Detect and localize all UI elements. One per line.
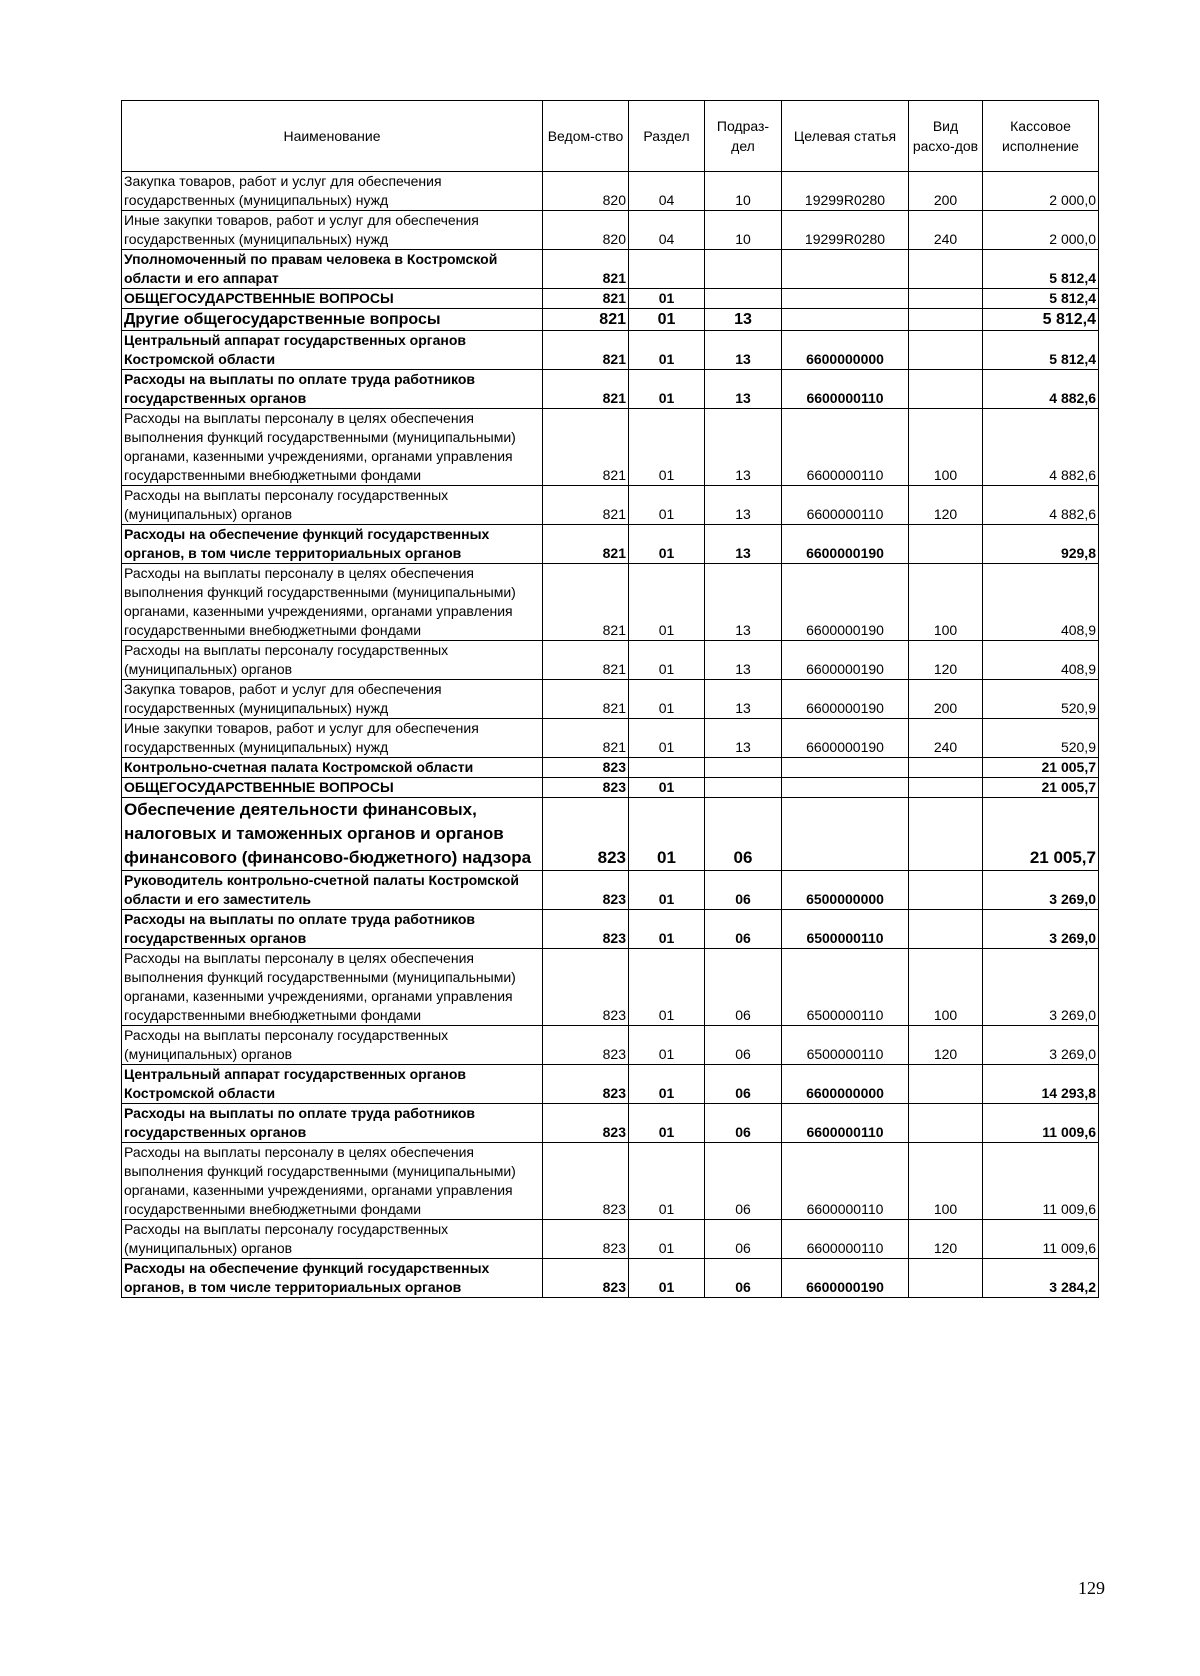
cell-amount: 21 005,7 (983, 758, 1099, 778)
cell-name: Центральный аппарат государственных органов Костромской области (122, 331, 543, 370)
cell-subsection: 06 (705, 1026, 782, 1065)
cell-kind: 240 (909, 211, 983, 250)
cell-amount: 21 005,7 (983, 798, 1099, 871)
header-name: Наименование (122, 101, 543, 172)
cell-amount: 520,9 (983, 680, 1099, 719)
header-section: Раздел (629, 101, 705, 172)
cell-dept: 820 (543, 172, 629, 211)
cell-section: 01 (629, 641, 705, 680)
cell-kind: 200 (909, 172, 983, 211)
cell-target: 6600000190 (782, 719, 909, 758)
cell-kind (909, 370, 983, 409)
cell-section: 01 (629, 1104, 705, 1143)
cell-kind (909, 289, 983, 309)
cell-target: 6600000190 (782, 641, 909, 680)
cell-name: Расходы на выплаты по оплате труда работников государственных органов (122, 910, 543, 949)
table-row (122, 1104, 1099, 1143)
cell-target: 6600000110 (782, 370, 909, 409)
cell-name: Контрольно-счетная палата Костромской области (122, 758, 543, 778)
cell-section: 01 (629, 564, 705, 641)
table-row (122, 798, 1099, 871)
cell-amount: 3 269,0 (983, 949, 1099, 1026)
cell-amount: 5 812,4 (983, 309, 1099, 331)
cell-target: 6600000190 (782, 525, 909, 564)
cell-subsection (705, 778, 782, 798)
cell-section: 01 (629, 798, 705, 871)
cell-name: Расходы на выплаты персоналу государственных (муниципальных) органов (122, 1026, 543, 1065)
cell-amount: 11 009,6 (983, 1143, 1099, 1220)
cell-amount: 4 882,6 (983, 370, 1099, 409)
cell-name: ОБЩЕГОСУДАРСТВЕННЫЕ ВОПРОСЫ (122, 289, 543, 309)
cell-section: 01 (629, 719, 705, 758)
cell-target: 6600000110 (782, 1104, 909, 1143)
cell-amount: 520,9 (983, 719, 1099, 758)
cell-target (782, 778, 909, 798)
cell-amount: 408,9 (983, 641, 1099, 680)
cell-amount: 5 812,4 (983, 289, 1099, 309)
cell-dept: 821 (543, 525, 629, 564)
table-row (122, 370, 1099, 409)
cell-kind (909, 1065, 983, 1104)
cell-dept: 823 (543, 1026, 629, 1065)
cell-amount: 3 269,0 (983, 871, 1099, 910)
cell-kind: 100 (909, 409, 983, 486)
cell-name: Расходы на выплаты по оплате труда работников государственных органов (122, 1104, 543, 1143)
cell-section: 01 (629, 331, 705, 370)
cell-subsection: 06 (705, 949, 782, 1026)
cell-dept: 823 (543, 798, 629, 871)
cell-name: Расходы на выплаты персоналу в целях обеспечения выполнения функций государственными (муниципальными) органами, казенными учреждениями, органами управления государственными внебюджетными фондами (122, 1143, 543, 1220)
cell-section: 01 (629, 949, 705, 1026)
cell-kind (909, 309, 983, 331)
cell-subsection (705, 758, 782, 778)
cell-section: 01 (629, 1220, 705, 1259)
table-row (122, 1143, 1099, 1220)
cell-target: 6600000110 (782, 1220, 909, 1259)
cell-kind: 100 (909, 949, 983, 1026)
table-row (122, 910, 1099, 949)
cell-dept: 821 (543, 309, 629, 331)
cell-name: Закупка товаров, работ и услуг для обеспечения государственных (муниципальных) нужд (122, 680, 543, 719)
table-row (122, 1220, 1099, 1259)
cell-kind: 100 (909, 564, 983, 641)
cell-subsection: 06 (705, 798, 782, 871)
cell-kind (909, 871, 983, 910)
cell-kind (909, 525, 983, 564)
cell-target: 6500000110 (782, 949, 909, 1026)
cell-dept: 821 (543, 250, 629, 289)
cell-section (629, 758, 705, 778)
table-row (122, 871, 1099, 910)
cell-name: Иные закупки товаров, работ и услуг для обеспечения государственных (муниципальных) нужд (122, 211, 543, 250)
cell-kind: 200 (909, 680, 983, 719)
cell-kind (909, 1259, 983, 1298)
cell-amount: 2 000,0 (983, 211, 1099, 250)
table-row (122, 409, 1099, 486)
cell-name: Расходы на выплаты персоналу в целях обеспечения выполнения функций государственными (муниципальными) органами, казенными учреждениями, органами управления государственными внебюджетными фондами (122, 949, 543, 1026)
cell-kind (909, 250, 983, 289)
cell-name: Расходы на выплаты персоналу государственных (муниципальных) органов (122, 486, 543, 525)
cell-amount: 14 293,8 (983, 1065, 1099, 1104)
table-row (122, 949, 1099, 1026)
cell-subsection: 06 (705, 871, 782, 910)
cell-target: 6600000000 (782, 1065, 909, 1104)
cell-amount: 408,9 (983, 564, 1099, 641)
cell-dept: 821 (543, 409, 629, 486)
cell-section: 01 (629, 289, 705, 309)
table-row (122, 331, 1099, 370)
cell-kind: 120 (909, 641, 983, 680)
cell-section: 01 (629, 309, 705, 331)
page-number: 129 (1078, 1578, 1105, 1598)
cell-target (782, 289, 909, 309)
cell-name: Обеспечение деятельности финансовых, налоговых и таможенных органов и органов финансового (финансово-бюджетного) надзора (122, 798, 543, 871)
table-row (122, 1065, 1099, 1104)
cell-dept: 823 (543, 758, 629, 778)
cell-subsection: 10 (705, 211, 782, 250)
cell-target: 6600000110 (782, 486, 909, 525)
cell-name: Иные закупки товаров, работ и услуг для обеспечения государственных (муниципальных) нужд (122, 719, 543, 758)
cell-dept: 821 (543, 370, 629, 409)
cell-subsection: 13 (705, 370, 782, 409)
table-row (122, 680, 1099, 719)
cell-subsection: 13 (705, 680, 782, 719)
cell-section: 04 (629, 211, 705, 250)
cell-subsection: 06 (705, 1065, 782, 1104)
table-row (122, 1259, 1099, 1298)
cell-kind (909, 758, 983, 778)
cell-section: 01 (629, 409, 705, 486)
cell-target: 6600000190 (782, 564, 909, 641)
table-row (122, 289, 1099, 309)
cell-dept: 823 (543, 949, 629, 1026)
cell-dept: 823 (543, 778, 629, 798)
cell-target: 6500000110 (782, 910, 909, 949)
cell-kind (909, 778, 983, 798)
header-subsection: Подраз-дел (705, 101, 782, 172)
cell-amount: 4 882,6 (983, 486, 1099, 525)
cell-target (782, 309, 909, 331)
cell-amount: 3 269,0 (983, 910, 1099, 949)
table-row (122, 172, 1099, 211)
cell-name: Уполномоченный по правам человека в Костромской области и его аппарат (122, 250, 543, 289)
cell-kind (909, 1104, 983, 1143)
table-row (122, 564, 1099, 641)
cell-kind: 100 (909, 1143, 983, 1220)
cell-name: ОБЩЕГОСУДАРСТВЕННЫЕ ВОПРОСЫ (122, 778, 543, 798)
cell-target: 6600000190 (782, 1259, 909, 1298)
table-body (122, 172, 1099, 1298)
cell-dept: 821 (543, 331, 629, 370)
cell-target: 6600000110 (782, 409, 909, 486)
cell-subsection (705, 250, 782, 289)
table-row (122, 719, 1099, 758)
cell-target (782, 798, 909, 871)
cell-amount: 929,8 (983, 525, 1099, 564)
cell-subsection: 06 (705, 910, 782, 949)
cell-dept: 823 (543, 871, 629, 910)
cell-amount: 4 882,6 (983, 409, 1099, 486)
header-target: Целевая статья (782, 101, 909, 172)
cell-kind: 240 (909, 719, 983, 758)
table-row (122, 211, 1099, 250)
cell-name: Расходы на выплаты персоналу государственных (муниципальных) органов (122, 641, 543, 680)
cell-kind (909, 910, 983, 949)
cell-name: Расходы на выплаты по оплате труда работников государственных органов (122, 370, 543, 409)
cell-section: 01 (629, 871, 705, 910)
cell-target (782, 758, 909, 778)
table-row (122, 641, 1099, 680)
cell-subsection: 13 (705, 409, 782, 486)
cell-name: Руководитель контрольно-счетной палаты Костромской области и его заместитель (122, 871, 543, 910)
cell-name: Центральный аппарат государственных органов Костромской области (122, 1065, 543, 1104)
cell-amount: 5 812,4 (983, 331, 1099, 370)
cell-target: 19299R0280 (782, 211, 909, 250)
cell-dept: 821 (543, 641, 629, 680)
cell-subsection: 13 (705, 309, 782, 331)
cell-amount: 3 284,2 (983, 1259, 1099, 1298)
cell-subsection: 06 (705, 1104, 782, 1143)
cell-dept: 823 (543, 910, 629, 949)
table-row (122, 525, 1099, 564)
cell-dept: 823 (543, 1259, 629, 1298)
table-row (122, 778, 1099, 798)
cell-name: Расходы на выплаты персоналу государственных (муниципальных) органов (122, 1220, 543, 1259)
cell-section (629, 250, 705, 289)
cell-kind: 120 (909, 486, 983, 525)
cell-section: 01 (629, 1143, 705, 1220)
table-row (122, 486, 1099, 525)
cell-amount: 21 005,7 (983, 778, 1099, 798)
cell-dept: 821 (543, 564, 629, 641)
cell-name: Закупка товаров, работ и услуг для обеспечения государственных (муниципальных) нужд (122, 172, 543, 211)
cell-name: Расходы на обеспечение функций государственных органов, в том числе территориальных органов (122, 1259, 543, 1298)
table-header-row (122, 101, 1099, 172)
cell-name: Расходы на выплаты персоналу в целях обеспечения выполнения функций государственными (муниципальными) органами, казенными учреждениями, органами управления государственными внебюджетными фондами (122, 564, 543, 641)
cell-kind (909, 331, 983, 370)
cell-target: 6500000110 (782, 1026, 909, 1065)
cell-dept: 821 (543, 719, 629, 758)
cell-target: 6600000000 (782, 331, 909, 370)
cell-name: Расходы на выплаты персоналу в целях обеспечения выполнения функций государственными (муниципальными) органами, казенными учреждениями, органами управления государственными внебюджетными фондами (122, 409, 543, 486)
header-dept: Ведом-ство (543, 101, 629, 172)
budget-execution-table (121, 100, 1099, 1298)
cell-target: 19299R0280 (782, 172, 909, 211)
cell-amount: 2 000,0 (983, 172, 1099, 211)
cell-subsection: 06 (705, 1143, 782, 1220)
cell-subsection: 13 (705, 486, 782, 525)
cell-kind: 120 (909, 1026, 983, 1065)
cell-dept: 821 (543, 680, 629, 719)
cell-amount: 5 812,4 (983, 250, 1099, 289)
cell-dept: 823 (543, 1104, 629, 1143)
cell-subsection: 06 (705, 1220, 782, 1259)
cell-section: 01 (629, 1065, 705, 1104)
cell-amount: 11 009,6 (983, 1104, 1099, 1143)
table-row (122, 1026, 1099, 1065)
cell-section: 01 (629, 370, 705, 409)
cell-section: 01 (629, 486, 705, 525)
table-row (122, 250, 1099, 289)
cell-subsection: 13 (705, 525, 782, 564)
cell-section: 01 (629, 680, 705, 719)
cell-section: 04 (629, 172, 705, 211)
cell-target (782, 250, 909, 289)
cell-target: 6600000110 (782, 1143, 909, 1220)
cell-amount: 3 269,0 (983, 1026, 1099, 1065)
cell-section: 01 (629, 1026, 705, 1065)
cell-dept: 821 (543, 289, 629, 309)
cell-name: Расходы на обеспечение функций государственных органов, в том числе территориальных органов (122, 525, 543, 564)
cell-section: 01 (629, 910, 705, 949)
cell-subsection: 06 (705, 1259, 782, 1298)
table-row (122, 758, 1099, 778)
cell-dept: 823 (543, 1220, 629, 1259)
cell-subsection: 13 (705, 564, 782, 641)
table-row (122, 309, 1099, 331)
header-kind: Вид расхо-дов (909, 101, 983, 172)
cell-dept: 820 (543, 211, 629, 250)
cell-subsection: 13 (705, 719, 782, 758)
cell-target: 6500000000 (782, 871, 909, 910)
cell-subsection (705, 289, 782, 309)
cell-dept: 821 (543, 486, 629, 525)
cell-section: 01 (629, 1259, 705, 1298)
cell-amount: 11 009,6 (983, 1220, 1099, 1259)
cell-kind: 120 (909, 1220, 983, 1259)
cell-dept: 823 (543, 1065, 629, 1104)
cell-dept: 823 (543, 1143, 629, 1220)
cell-subsection: 10 (705, 172, 782, 211)
cell-subsection: 13 (705, 641, 782, 680)
cell-target: 6600000190 (782, 680, 909, 719)
cell-section: 01 (629, 525, 705, 564)
header-amount: Кассовое исполнение (983, 101, 1099, 172)
cell-name: Другие общегосударственные вопросы (122, 309, 543, 331)
cell-section: 01 (629, 778, 705, 798)
cell-subsection: 13 (705, 331, 782, 370)
cell-kind (909, 798, 983, 871)
